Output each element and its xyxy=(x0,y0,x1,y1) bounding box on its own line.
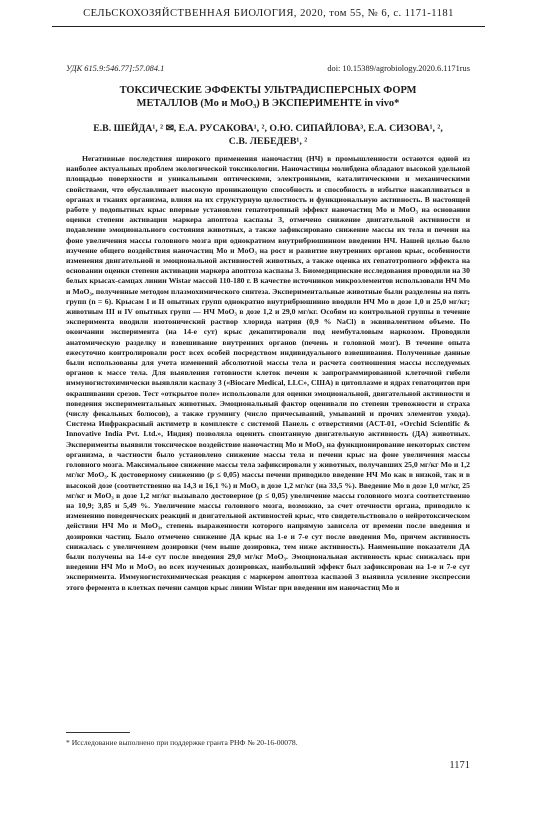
author-list xyxy=(66,122,470,148)
abstract-body: Негативные последствия широкого применения наночастиц (НЧ) в промышленности остаются одной из наиболее актуальных проблем экологической токсикологии. Наночастицы молибдена обладают высокой удельной площадью поверхности и уникальными оптическими, электронными, каталитическими и механическими свойствами, что обуславливает высокую проникающую способность и способность в избытке накапливаться в органах и тканях организма, влияя на их структурную целостность и функциональную активность. В настоящей работе у подопытных крыс впервые установлен гепатотропный эффект наночастиц Mo и MoO₃ на основании оценки степени активации маркера апоптоза каспазы 3, отмечено снижение двигательной активности и подавление эмоционального состояния животных, а также зафиксировано снижение массы их тела и печени на фоне увеличения массы головного мозга при однократном внутрибрюшинном введении НЧ. Нашей целью было изучение общего воздействия наночастиц Mo и MoO₃ на рост и развитие внутренних органов крыс, особенности изменения двигательной и эмоциональной активностей животных, а также оценка их гепатотропного эффекта на основании оценки степени активации маркера апоптоза каспазы 3. Биомедицинские исследования проводили на 30 белых крысах-самцах линии Wistar массой 110-180 г. В качестве источников микроэлементов использовали НЧ Mo и MoO₃, полученные методом плазмохимического синтеза. Экспериментальные животные были разделены на пять групп (n = 6). Крысам I и II опытных групп однократно внутрибрюшинно вводили НЧ Mo в дозе 1,0 и 25,0 мг/кг; животным III и IV опытных групп — НЧ MoO₃ в дозе 1,2 и 29,0 мг/кг. Особям из контрольной группы в течение эксперимента вводили изотонический раствор хлорида натрия (0,9 % NaCl) в эквивалентном объеме. По окончании эксперимента (на 14-е сут) крыс декапитировали под нембуталовым наркозом. Проводили анатомическую разделку и взвешивание внутренних органов (печень и головной мозг). В течение опыта ежесуточно контролировали рост всех особей посредством индивидуального взвешивания. Полученные данные были использованы для учета изменений абсолютной массы тела и расчета соотношения массы исследуемых органов к массе тела. Для выявления готовности клеток печени к запрограммированной клеточной гибели иммуногистохимически выявляли каспазу 3 («Biocare Medical, LLC», США) в цитоплазме и ядрах гепатоцитов при окрашивании срезов. Тест «открытое поле» использовали для оценки эмоциональной, двигательной активности и поведения экспериментальных животных. Эмоциональный фактор оценивали по степени тревожности и страха (числу фекальных болюсов), а также грумингу (число причесываний, умываний и прочих элементов ухода). Система Инфракрасный актиметр в комплекте с системой Панель с отверстиями (ACT-01, «Orchid Scientific & Innovative India Pvt. Ltd.», Индия) позволяла оценить спонтанную двигательную активность (ДА) животных. Эксперименты выявили токсическое воздействие наночастиц Mo и MoO₃ на функционирование некоторых систем организма, в частности было установлено снижение массы тела и печени крыс на фоне увеличения массы головного мозга. Максимальное снижение массы тела зафиксировали у животных, получавших 25,0 мг/кг Mo и 1,2 мг/кг MoO₃. К достоверному снижению (p ≤ 0,05) массы печени приводило введение НЧ Mo как в низкой, так и в высокой дозе (соответственно на 14,3 и 16,1 %) и MoO₃ в дозе 1,2 мг/кг (на 33,5 %). Введение Mo в дозе 1,0 мг/кг, 25 мг/кг и MoO₃ в дозе 1,2 мг/кг вызывало достоверное (p ≤ 0,05) увеличение массы головного мозга соответственно на 10,9; 3,85 и 5,49 %. Увеличение массы головного мозга, возможно, за счет отечности органа, приводило к изменению поведенческих реакций и двигательной активностей крыс, что свидетельствовало о нейротоксическом действии НЧ Mo и MoO₃, степень выраженности которого напрямую зависела от времени после введения и дозировки частиц. Было отмечено снижение ДА крыс на 1-е и 7-е сут после введения Mo, причем активность снижалась с увеличением дозировки (чем выше дозировка, тем ниже активность). Наименьшие показатели ДА были получены на 14-е сут после введения 29,0 мг/кг MoO₃. Эмоциональная активность крыс снижалась при введении НЧ Mo и MoO₃ во всех изученных дозировках, наибольший эффект был зафиксирован на 1-е и 7-е сут эксперимента. Иммуногистохимическая реакция с маркером апоптоза каспазой 3 выявила усиление экспрессии этого фермента в клетках печени самцов крыс линии Wistar при введении им наночастиц Mo и xyxy=(66,154,470,592)
udc-code: УДК 615.9:546.77]:57.084.1 xyxy=(66,64,165,73)
title-line-2: МЕТАЛЛОВ (Mo и MoO₃) В ЭКСПЕРИМЕНТЕ in vivo* xyxy=(136,98,400,109)
authors-line-2: С.В. ЛЕБЕДЕВ¹, ² xyxy=(228,136,308,147)
funding-footnote: * Исследование выполнено при поддержке гранта РНФ № 20-16-00078. xyxy=(66,738,298,747)
header-divider xyxy=(52,26,485,27)
abstract-text xyxy=(66,154,470,593)
footnote-divider xyxy=(66,732,130,733)
page-number: 1171 xyxy=(449,760,470,771)
journal-header: СЕЛЬСКОХОЗЯЙСТВЕННАЯ БИОЛОГИЯ, 2020, том 55, № 6, с. 1171-1181 xyxy=(83,8,454,19)
title-line-1: ТОКСИЧЕСКИЕ ЭФФЕКТЫ УЛЬТРАДИСПЕРСНЫХ ФОРМ xyxy=(119,85,417,96)
article-title xyxy=(66,84,470,110)
authors-line-1: Е.В. ШЕЙДА¹, ² ✉, Е.А. РУСАКОВА¹, ², О.Ю. СИПАЙЛОВА³, Е.А. СИЗОВА¹, ², xyxy=(93,123,443,134)
doi-link[interactable]: doi: 10.15389/agrobiology.2020.6.1171rus xyxy=(327,64,470,73)
